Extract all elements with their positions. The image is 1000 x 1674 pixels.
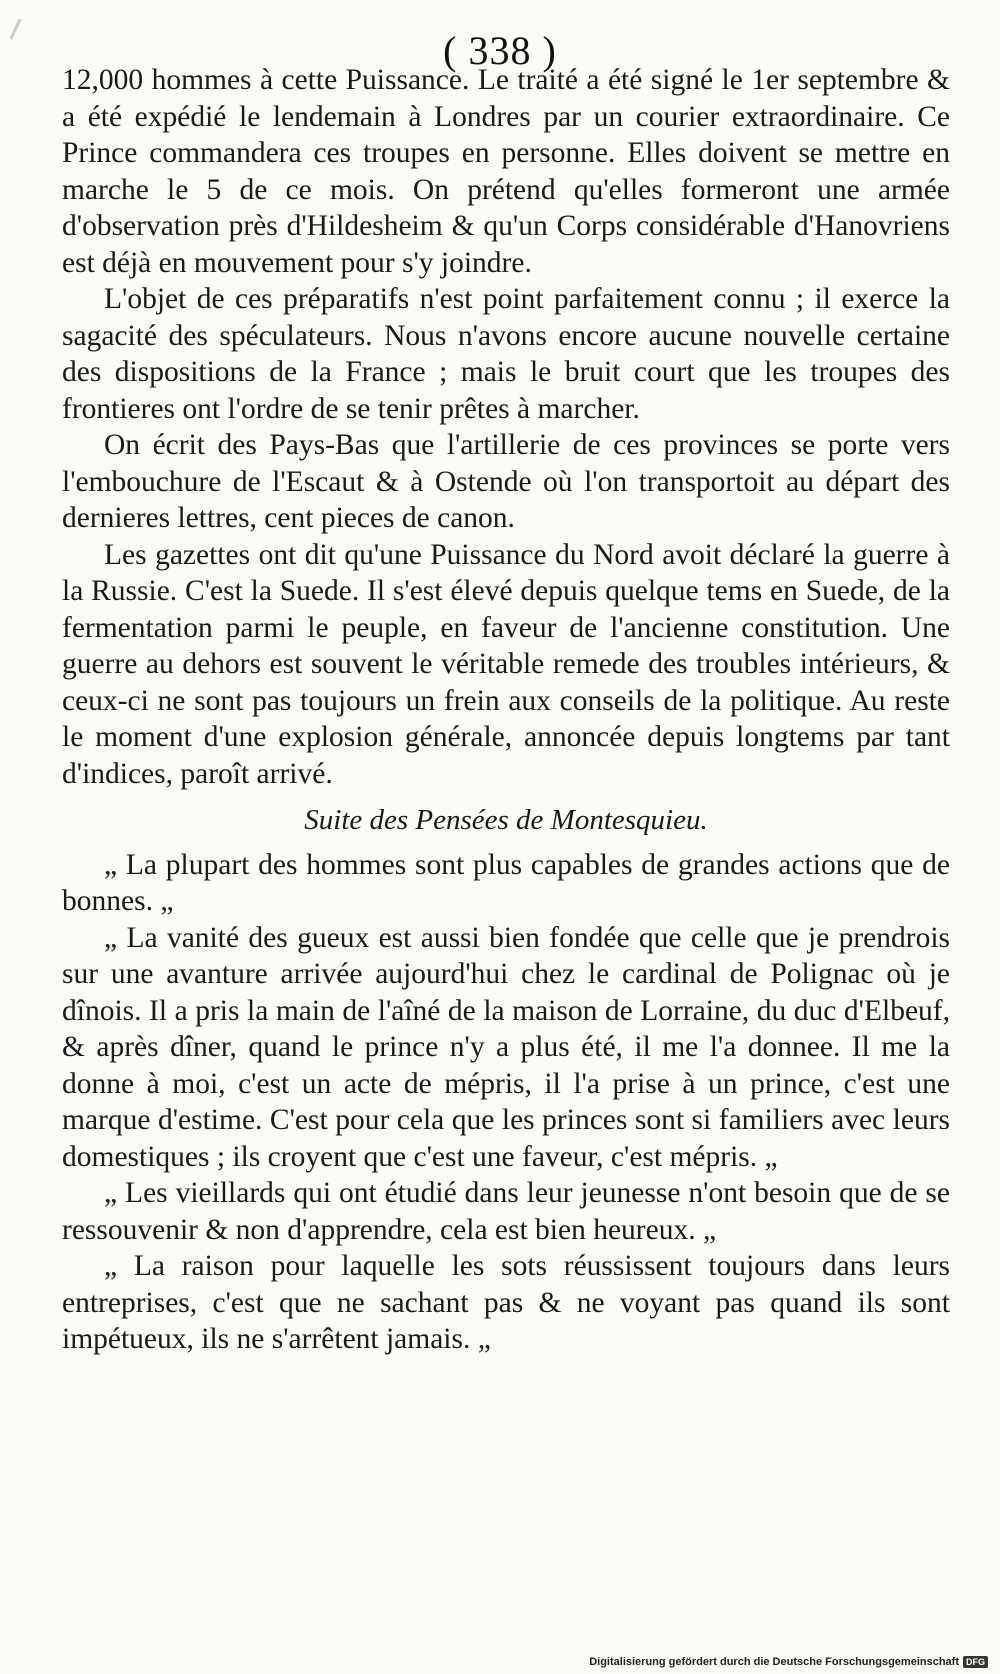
paragraph-treaty: 12,000 hommes à cette Puissance. Le traité a été signé le 1er septembre & a été expédié le lendemain à Londres par un courier extraordinaire. Ce Prince commandera ces troupes en personne. Elles doivent se mettre en marche le 5 de ce mois. On prétend qu'elles formeront une armée d'observation près d'Hildesheim & qu'un Corps considérable d'Hanovriens est déjà en mouvement pour s'y joindre. [62,64,950,279]
section-heading: Suite des Pensées de Montesquieu. [304,804,708,836]
paragraph-suede: Les gazettes ont dit qu'une Puissance du Nord avoit déclaré la guerre à la Russie. C'est la Suede. Il s'est élevé depuis quelque tems en Suede, de la fermentation parmi le peuple, en faveur de l'ancienne constitution. Une guerre au dehors est souvent le véritable remede des troubles intérieurs, & ceux-ci ne sont pas toujours un frein aux conseils de la politique. Au reste le moment d'une explosion générale, annoncée depuis longtems par tant d'indices, paroît arrivé. [62,538,950,790]
footer-text: Digitalisierung gefördert durch die Deutsche Forschungsgemeinschaft [589,1656,959,1668]
paragraph-preparations: L'objet de ces préparatifs n'est point parfaitement connu ; il exerce la sagacité des spéculateurs. Nous n'avons encore aucune nouvelle certaine des dispositions de la France ; mais le bruit court que les troupes des frontieres ont l'ordre de se tenir prêtes à marcher. [62,283,950,425]
digitization-footer [589,1656,988,1668]
quote-vieillards: „ Les vieillards qui ont étudié dans leur jeunesse n'ont besoin que de se ressouvenir & non d'apprendre, cela est bien heureux. „ [62,1177,950,1246]
dfg-logo: DFG [963,1656,988,1668]
quote-sots: „ La raison pour laquelle les sots réussissent toujours dans leurs entreprises, c'est que ne sachant pas & ne voyant pas quand ils sont impétueux, ils ne s'arrêtent jamais. „ [62,1250,950,1355]
page-body [62,62,950,1358]
paragraph-pays-bas: On écrit des Pays-Bas que l'artillerie de ces provinces se porte vers l'embouchure de l'Escaut & à Ostende où l'on transportoit au départ des dernieres lettres, cent pieces de canon. [62,429,950,534]
quote-grandes-actions: „ La plupart des hommes sont plus capables de grandes actions que de bonnes. „ [62,848,950,917]
quote-vanite-gueux: „ La vanité des gueux est aussi bien fondée que celle que je prendrois sur une avanture arrivée aujourd'hui chez le cardinal de Polignac où je dînois. Il a pris la main de l'aîné de la maison de Lorraine, du duc d'Elbeuf, & après dîner, quand le prince n'y a plus été, il me l'a donnee. Il me la donne à moi, c'est un acte de mépris, il l'a prise à un prince, c'est une marque d'estime. C'est pour cela que les princes sont si familiers avec leurs domestiques ; ils croyent que c'est une faveur, c'est mépris. „ [62,921,950,1173]
page-number: ( 338 ) [443,28,557,73]
